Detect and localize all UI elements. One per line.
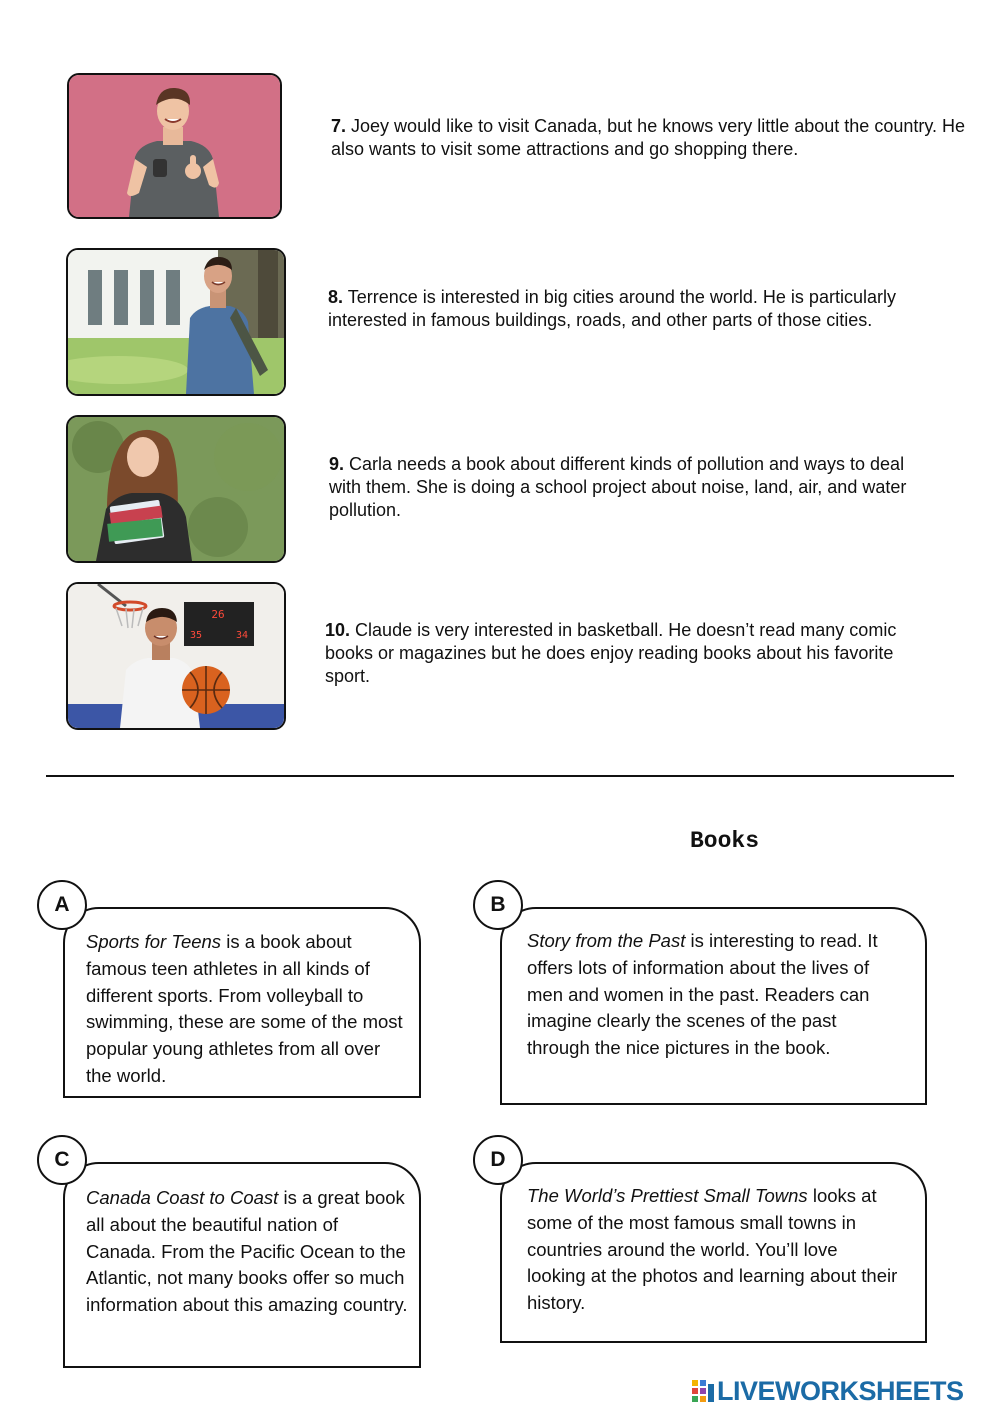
- book-d-text: [527, 1183, 899, 1317]
- question-9-text: Carla needs a book about different kinds of pollution and ways to deal with them. She is doing a school project about noise, land, air, and water pollution.: [329, 454, 907, 520]
- question-10: [325, 619, 925, 688]
- book-b-text: [527, 928, 899, 1062]
- scoreboard-right: 34: [235, 630, 249, 641]
- question-10-number: 10.: [325, 620, 351, 640]
- photo-joey: [67, 73, 282, 219]
- liveworksheets-logo-icon: [692, 1380, 714, 1402]
- book-a-title: Sports for Teens: [86, 931, 222, 952]
- photo-carla: [66, 415, 286, 563]
- question-8-number: 8.: [328, 287, 344, 307]
- books-heading: Books: [690, 828, 760, 854]
- question-7: [331, 115, 971, 161]
- badge-b: B: [473, 880, 523, 930]
- photo-terrence: [66, 248, 286, 396]
- book-c-title: Canada Coast to Coast: [86, 1187, 279, 1208]
- question-7-number: 7.: [331, 116, 347, 136]
- book-b-title: Story from the Past: [527, 930, 686, 951]
- book-c-text: [86, 1185, 412, 1319]
- question-8: [328, 286, 978, 332]
- question-9-number: 9.: [329, 454, 345, 474]
- liveworksheets-logo: [692, 1376, 964, 1406]
- book-d-title: The World’s Prettiest Small Towns: [527, 1185, 808, 1206]
- question-8-text: Terrence is interested in big cities around the world. He is particularly interested in famous buildings, roads, and other parts of those cities.: [328, 287, 896, 330]
- book-d-description: looks at some of the most famous small towns in countries around the world. You’ll love looking at the photos and learning about their history.: [527, 1185, 898, 1314]
- scoreboard: [184, 602, 254, 646]
- question-7-text: Joey would like to visit Canada, but he knows very little about the country. He also wants to visit some attractions and go shopping there.: [331, 116, 966, 159]
- scoreboard-top: 26: [211, 608, 225, 621]
- question-9: [329, 453, 939, 522]
- book-a-description: is a book about famous teen athletes in all kinds of different sports. From volleyball to swimming, these are some of the most popular young athletes from all over the world.: [86, 931, 403, 1086]
- section-divider: [46, 775, 954, 777]
- book-c-description: is a great book all about the beautiful nation of Canada. From the Pacific Ocean to the Atlantic, not many books offer so much information about this amazing country.: [86, 1187, 408, 1316]
- book-a-text: [86, 929, 408, 1090]
- badge-a: A: [37, 880, 87, 930]
- badge-d: D: [473, 1135, 523, 1185]
- question-10-text: Claude is very interested in basketball. He doesn’t read many comic books or magazines but he does enjoy reading books about his favorite sport.: [325, 620, 897, 686]
- liveworksheets-logo-text: LIVEWORKSHEETS: [717, 1375, 964, 1406]
- photo-claude: [66, 582, 286, 730]
- badge-c: C: [37, 1135, 87, 1185]
- book-b-description: is interesting to read. It offers lots of information about the lives of men and women in the past. Readers can imagine clearly the scenes of the past through the nice pictures in the book.: [527, 930, 878, 1059]
- scoreboard-left: 35: [189, 630, 203, 641]
